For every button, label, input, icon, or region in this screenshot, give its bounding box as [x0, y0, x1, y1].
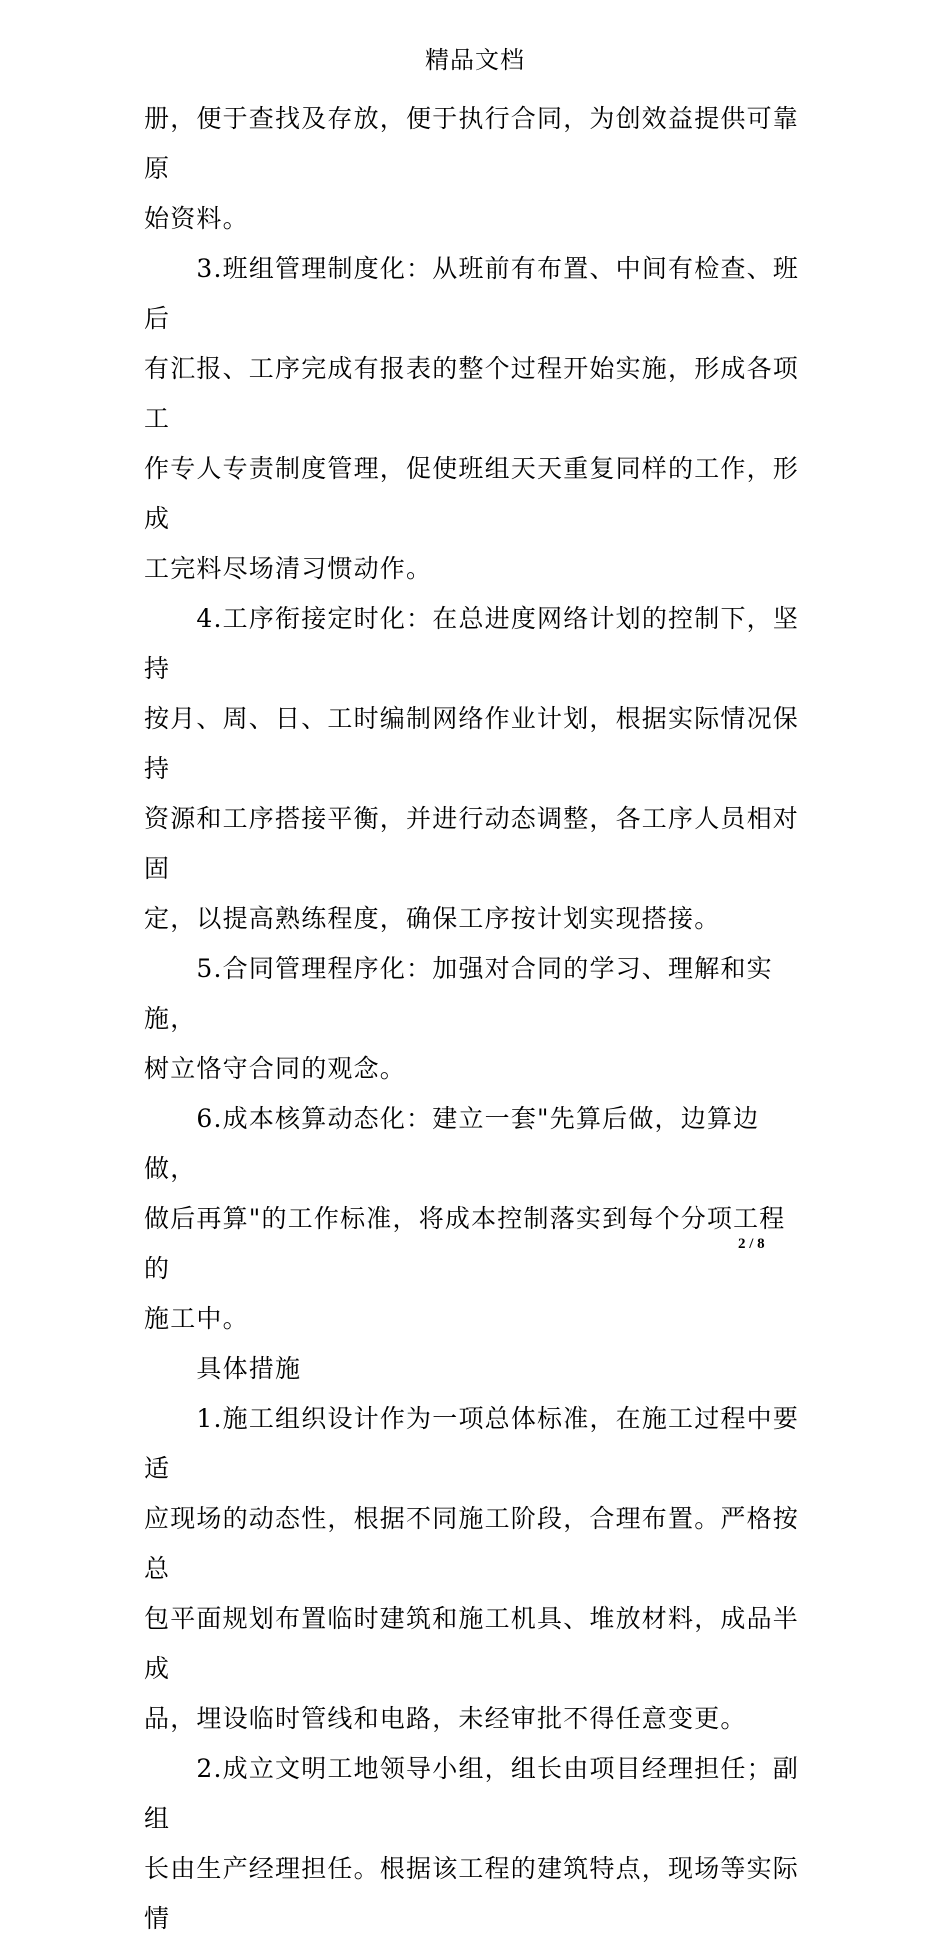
page-number: 2 / 8 — [738, 1236, 765, 1252]
paragraph: 5.合同管理程序化：加强对合同的学习、理解和实施， 树立恪守合同的观念。 — [144, 954, 773, 1083]
paragraph: 1.施工组织设计作为一项总体标准，在施工过程中要适 应现场的动态性，根据不同施工阶段，合理布置。严格按总 包平面规划布置临时建筑和施工机具、堆放材料，成品半成 品，埋设临时管线和电路，未经审批不得任意变更。 — [144, 1404, 800, 1733]
document-body — [144, 94, 808, 1944]
section-heading: 具体措施 — [144, 1354, 302, 1383]
page-header-title: 精品文档 — [425, 46, 525, 74]
paragraph: 册，便于查找及存放，便于执行合同，为创效益提供可靠原 始资料。 — [144, 104, 800, 233]
paragraph: 2.成立文明工地领导小组，组长由项目经理担任；副组 长由生产经理担任。根据该工程的建筑特点，现场等实际情 — [144, 1754, 800, 1933]
paragraph: 3.班组管理制度化：从班前有布置、中间有检查、班后 有汇报、工序完成有报表的整个过程开始实施，形成各项工 作专人专责制度管理，促使班组天天重复同样的工作，形成 工完料尽场清习惯动作。 — [144, 254, 800, 583]
paragraph: 4.工序衔接定时化：在总进度网络计划的控制下，坚持 按月、周、日、工时编制网络作业计划，根据实际情况保持 资源和工序搭接平衡，并进行动态调整，各工序人员相对固 定，以提高熟练程度，确保工序按计划实现搭接。 — [144, 604, 800, 933]
paragraph: 6.成本核算动态化：建立一套"先算后做，边算边做， 做后再算"的工作标准，将成本控制落实到每个分项工程的 施工中。 — [144, 1104, 786, 1333]
